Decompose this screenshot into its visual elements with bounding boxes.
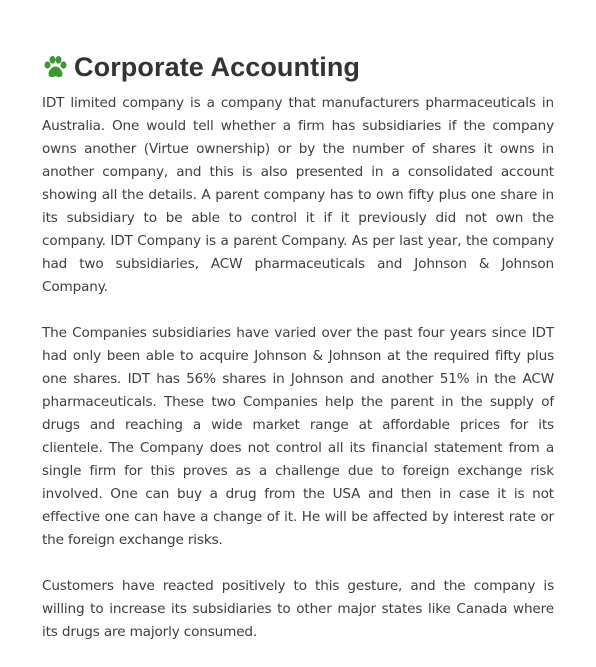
title-row: [42, 48, 554, 86]
paw-icon: [42, 55, 68, 79]
page-title: Corporate Accounting: [74, 51, 361, 82]
paragraph-2: The Companies subsidiaries have varied over the past four years since IDT had only been able to acquire Johnson & Johnson at the required fifty plus one shares. IDT has 56% shares in Johnson and another 51% in the ACW pharmaceuticals. These two Companies help the parent in the supply of drugs and reaching a wide market range at affordable prices for its clientele. The Company does not control all its financial statement from a single firm for this proves as a challenge due to foreign exchange risk involved. One can buy a drug from the USA and then in case it is not effective one can have a change of it. He will be affected by interest rate or the foreign exchange risks.: [42, 325, 554, 548]
paragraph-3: Customers have reacted positively to this gesture, and the company is willing to increase its subsidiaries to other major states like Canada where its drugs are majorly consumed.: [42, 578, 554, 640]
paragraph-1: IDT limited company is a company that manufacturers pharmaceuticals in Australia. One would tell whether a firm has subsidiaries if the company owns another (Virtue ownership) or by the number of shares it owns in another company, and this is also presented in a consolidated account showing all the details. A parent company has to own fifty plus one share in its subsidiary to be able to control it if it previously did not own the company. IDT Company is a parent Company. As per last year, the company had two subsidiaries, ACW pharmaceuticals and Johnson & Johnson Company.: [42, 95, 554, 295]
article: [42, 48, 554, 667]
